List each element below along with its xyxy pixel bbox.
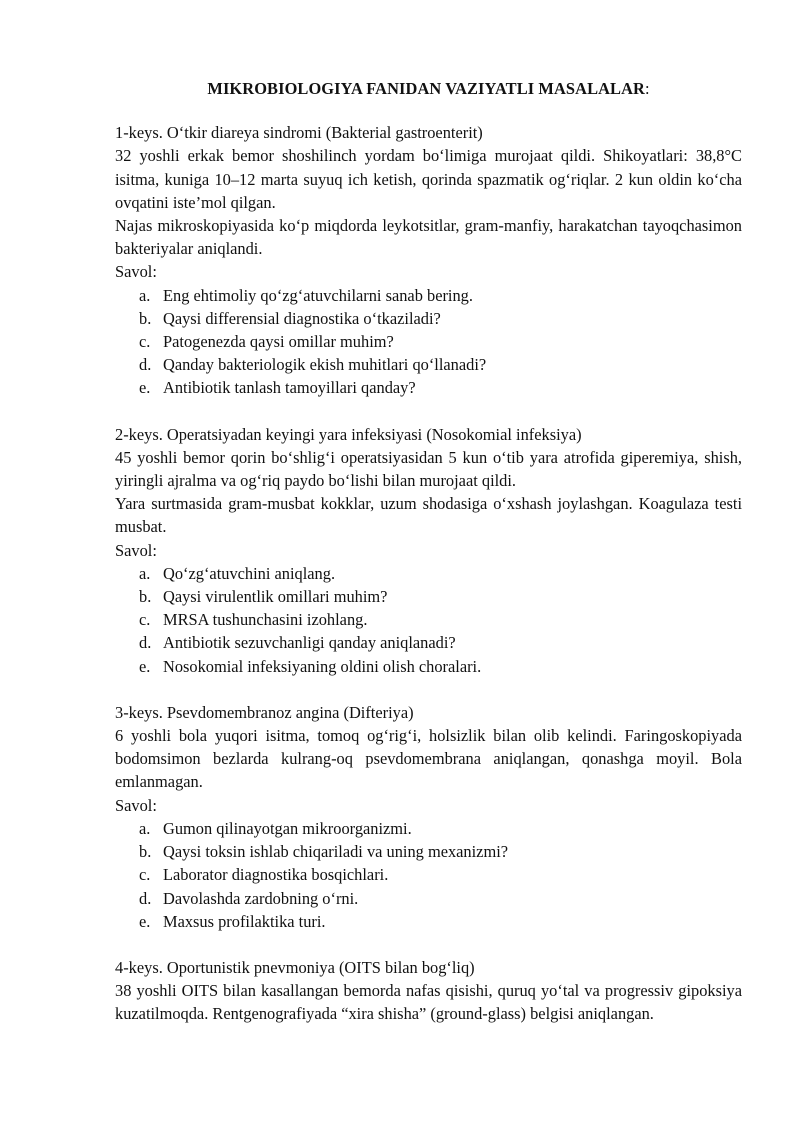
question-text: Eng ehtimoliy qo‘zg‘atuvchilarni sanab bering. bbox=[163, 285, 473, 305]
question-text: Antibiotik sezuvchanligi qanday aniqlanadi? bbox=[163, 633, 456, 653]
question-item bbox=[115, 376, 742, 399]
question-marker: c. bbox=[139, 610, 151, 630]
question-item bbox=[115, 330, 742, 353]
question-label: Savol: bbox=[115, 795, 157, 815]
question-text: Qo‘zg‘atuvchini aniqlang. bbox=[163, 563, 336, 583]
document-title-text: MIKROBIOLOGIYA FANIDAN VAZIYATLI MASALALAR bbox=[207, 79, 645, 98]
question-item bbox=[115, 655, 742, 678]
question-item bbox=[115, 817, 742, 840]
question-marker: c. bbox=[139, 865, 151, 885]
case-paragraph: 32 yoshli erkak bemor shoshilinch yordam bo‘limiga murojaat qildi. Shikoyatlari: 38,8°C isitma, kuniga 10–12 marta suyuq ich ketish, qorinda spazmatik og‘riqlar. 2 kun oldin ko‘cha ovqatini iste’mol qilgan. bbox=[115, 146, 742, 212]
question-marker: b. bbox=[139, 308, 152, 328]
question-item bbox=[115, 887, 742, 910]
case-paragraph: Najas mikroskopiyasida ko‘p miqdorda leykotsitlar, gram-manfiy, harakatchan tayoqchasimon bakteriyalar aniqlandi. bbox=[115, 216, 742, 259]
question-item bbox=[115, 863, 742, 886]
question-item bbox=[115, 840, 742, 863]
question-text: Qaysi differensial diagnostika o‘tkaziladi? bbox=[163, 308, 441, 328]
question-text: Qanday bakteriologik ekish muhitlari qo‘llanadi? bbox=[163, 355, 487, 375]
question-marker: a. bbox=[139, 818, 151, 838]
document-title bbox=[115, 77, 742, 100]
question-text: Laborator diagnostika bosqichlari. bbox=[163, 865, 389, 885]
case-heading: 2-keys. Operatsiyadan keyingi yara infeksiyasi (Nosokomial infeksiya) bbox=[115, 424, 582, 444]
question-marker: c. bbox=[139, 332, 151, 352]
question-item bbox=[115, 910, 742, 933]
case-paragraph: Yara surtmasida gram-musbat kokklar, uzum shodasiga o‘xshash joylashgan. Koagulaza testi musbat. bbox=[115, 494, 742, 537]
question-text: Maxsus profilaktika turi. bbox=[163, 911, 326, 931]
case-section bbox=[115, 956, 742, 1026]
question-marker: b. bbox=[139, 587, 152, 607]
case-paragraph: 38 yoshli OITS bilan kasallangan bemorda nafas qisishi, quruq yo‘tal va progressiv gipoksiya kuzatilmoqda. Rentgenografiyada “xira shisha” (ground-glass) belgisi aniqlangan. bbox=[115, 981, 742, 1024]
case-section bbox=[115, 701, 742, 933]
question-text: MRSA tushunchasini izohlang. bbox=[163, 610, 368, 630]
question-item bbox=[115, 284, 742, 307]
question-label: Savol: bbox=[115, 540, 157, 560]
question-marker: d. bbox=[139, 355, 152, 375]
case-section bbox=[115, 423, 742, 678]
question-marker: a. bbox=[139, 563, 151, 583]
question-marker: e. bbox=[139, 378, 151, 398]
question-item bbox=[115, 307, 742, 330]
question-marker: e. bbox=[139, 656, 151, 676]
case-heading: 1-keys. O‘tkir diareya sindromi (Bakterial gastroenterit) bbox=[115, 123, 483, 143]
case-paragraph: 6 yoshli bola yuqori isitma, tomoq og‘rig‘i, holsizlik bilan olib kelindi. Faringoskopiyada bodomsimon bezlarda kulrang-oq psevdomembrana aniqlangan, qonashga moyil. Bola emlanmagan. bbox=[115, 726, 742, 792]
question-list bbox=[115, 562, 742, 678]
question-text: Davolashda zardobning o‘rni. bbox=[163, 888, 359, 908]
question-marker: e. bbox=[139, 911, 151, 931]
question-item bbox=[115, 608, 742, 631]
question-marker: d. bbox=[139, 633, 152, 653]
question-text: Qaysi virulentlik omillari muhim? bbox=[163, 587, 388, 607]
question-text: Nosokomial infeksiyaning oldini olish choralari. bbox=[163, 656, 482, 676]
question-list bbox=[115, 284, 742, 400]
case-paragraph: 45 yoshli bemor qorin bo‘shlig‘i operatsiyasidan 5 kun o‘tib yara atrofida giperemiya, shish, yiringli ajralma va og‘riq paydo bo‘lishi bilan murojaat qildi. bbox=[115, 447, 742, 491]
question-marker: b. bbox=[139, 842, 152, 862]
question-item bbox=[115, 562, 742, 585]
question-text: Gumon qilinayotgan mikroorganizmi. bbox=[163, 818, 412, 838]
question-item bbox=[115, 631, 742, 654]
question-text: Antibiotik tanlash tamoyillari qanday? bbox=[163, 378, 416, 398]
question-list bbox=[115, 817, 742, 933]
case-section bbox=[115, 121, 742, 399]
document-page bbox=[115, 77, 742, 1049]
question-text: Qaysi toksin ishlab chiqariladi va uning mexanizmi? bbox=[163, 842, 509, 862]
document-title-colon: : bbox=[644, 79, 650, 98]
question-item bbox=[115, 353, 742, 376]
case-heading: 4-keys. Oportunistik pnevmoniya (OITS bilan bog‘liq) bbox=[115, 957, 475, 977]
question-marker: d. bbox=[139, 888, 152, 908]
question-text: Patogenezda qaysi omillar muhim? bbox=[163, 332, 394, 352]
question-label: Savol: bbox=[115, 262, 157, 282]
cases-container bbox=[115, 121, 742, 1025]
case-heading: 3-keys. Psevdomembranoz angina (Difteriya) bbox=[115, 702, 414, 722]
question-item bbox=[115, 585, 742, 608]
question-marker: a. bbox=[139, 285, 151, 305]
